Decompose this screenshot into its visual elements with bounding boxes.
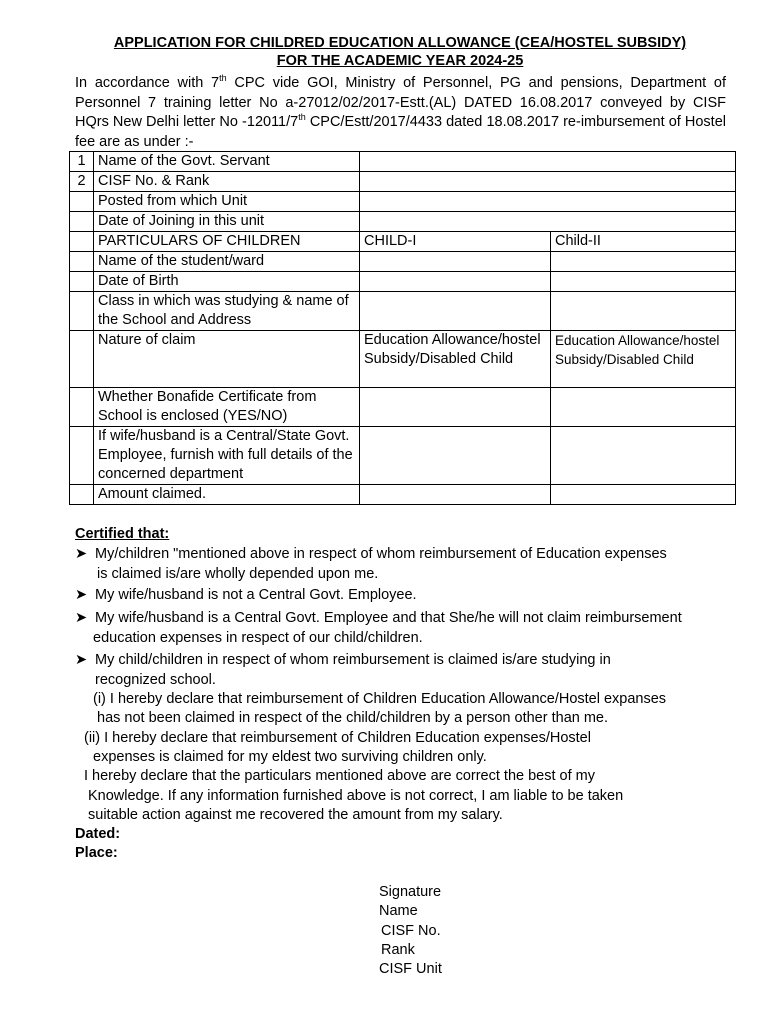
application-table: [69, 151, 736, 505]
arrow-icon: ➤: [75, 546, 88, 562]
row-label: Whether Bonafide Certificate from School is enclosed (YES/NO): [94, 388, 360, 427]
certification-text: is claimed is/are wholly depended upon me.: [97, 566, 379, 582]
certified-heading: Certified that:: [75, 526, 170, 542]
child-1-field[interactable]: [360, 272, 551, 292]
certification-item: [75, 546, 667, 562]
form-subtitle: FOR THE ACADEMIC YEAR 2024-25: [276, 53, 524, 69]
row-number: 2: [70, 172, 94, 192]
declaration-text: I hereby declare that the particulars mentioned above are correct the best of my: [84, 768, 595, 784]
row-number: [70, 427, 94, 485]
intro-text-2: CPC vide GOI, Ministry of Personnel, PG and pensions, Department of Personnel 7 training letter No a-27012/02/2017-Estt.(AL) DATED 16.08.2017 conveyed by CISF HQrs New Delhi letter No -12011/7: [75, 75, 726, 130]
arrow-icon: ➤: [75, 587, 88, 603]
child-2-header: Child-II: [551, 232, 736, 252]
arrow-icon: ➤: [75, 610, 88, 626]
declaration-text: (i) I hereby declare that reimbursement of Children Education Allowance/Hostel expanses: [93, 691, 667, 707]
value-field[interactable]: [360, 192, 736, 212]
intro-sup-2: th: [298, 112, 306, 123]
place-label: Place:: [75, 845, 118, 861]
certification-text: education expenses in respect of our child/children.: [93, 630, 423, 646]
table-row: [70, 272, 736, 292]
row-number: [70, 192, 94, 212]
row-label: Date of Birth: [94, 272, 360, 292]
form-title: APPLICATION FOR CHILDRED EDUCATION ALLOWANCE (CEA/HOSTEL SUBSIDY): [113, 35, 687, 51]
table-row: [70, 232, 736, 252]
value-field[interactable]: [360, 152, 736, 172]
row-number: [70, 485, 94, 505]
table-row: [70, 212, 736, 232]
child-2-field[interactable]: [551, 252, 736, 272]
table-row: [70, 427, 736, 485]
declaration-text: suitable action against me recovered the amount from my salary.: [88, 807, 503, 823]
declaration-text: has not been claimed in respect of the child/children by a person other than me.: [97, 710, 609, 726]
intro-text-3: CPC/Estt/2017/4433 dated 18.08.2017 re-imbursement of Hostel fee are as under :-: [75, 114, 726, 150]
certification-text: recognized school.: [95, 672, 216, 688]
child-1-field[interactable]: [360, 292, 551, 331]
value-field[interactable]: [360, 172, 736, 192]
row-label: Nature of claim: [94, 331, 360, 388]
row-label: Class in which was studying & name of the School and Address: [94, 292, 360, 331]
dated-label: Dated:: [75, 826, 121, 842]
cisf-unit-label: CISF Unit: [379, 961, 442, 977]
intro-paragraph: [75, 74, 726, 152]
table-row: [70, 485, 736, 505]
child-2-field[interactable]: [551, 388, 736, 427]
intro-sup-1: th: [219, 73, 227, 84]
certification-text: My child/children in respect of whom reimbursement is claimed is/are studying in: [95, 652, 611, 668]
child-1-claim: Education Allowance/hostel Subsidy/Disabled Child: [360, 331, 551, 388]
child-1-field[interactable]: [360, 388, 551, 427]
row-label: Name of the Govt. Servant: [94, 152, 360, 172]
certification-item: [75, 587, 417, 603]
row-label: If wife/husband is a Central/State Govt. Employee, furnish with full details of the concerned department: [94, 427, 360, 485]
table-row: [70, 388, 736, 427]
child-2-field[interactable]: [551, 272, 736, 292]
child-2-claim: Education Allowance/hostel Subsidy/Disabled Child: [551, 331, 736, 388]
declaration-text: expenses is claimed for my eldest two surviving children only.: [93, 749, 487, 765]
cisf-no-label: CISF No.: [381, 923, 441, 939]
signature-label: Signature: [379, 884, 442, 900]
declaration-text: Knowledge. If any information furnished above is not correct, I am liable to be taken: [88, 788, 624, 804]
row-number: [70, 252, 94, 272]
row-label: Amount claimed.: [94, 485, 360, 505]
child-1-field[interactable]: [360, 485, 551, 505]
child-1-header: CHILD-I: [360, 232, 551, 252]
table-row: [70, 192, 736, 212]
table-row: [70, 152, 736, 172]
row-label: CISF No. & Rank: [94, 172, 360, 192]
row-number: [70, 388, 94, 427]
table-row: [70, 252, 736, 272]
arrow-icon: ➤: [75, 652, 88, 668]
row-label: Date of Joining in this unit: [94, 212, 360, 232]
row-number: [70, 232, 94, 252]
table-row: [70, 172, 736, 192]
table-row: [70, 292, 736, 331]
certification-item: [75, 610, 682, 626]
certification-text: My wife/husband is a Central Govt. Employee and that She/he will not claim reimbursement: [95, 610, 682, 626]
certification-text: My/children "mentioned above in respect of whom reimbursement of Education expenses: [95, 546, 667, 562]
child-1-field[interactable]: [360, 252, 551, 272]
row-number: [70, 272, 94, 292]
child-2-field[interactable]: [551, 292, 736, 331]
certification-text: My wife/husband is not a Central Govt. Employee.: [95, 587, 417, 603]
table-row: [70, 331, 736, 388]
name-label: Name: [379, 903, 418, 919]
rank-label: Rank: [381, 942, 415, 958]
child-1-field[interactable]: [360, 427, 551, 485]
row-label: PARTICULARS OF CHILDREN: [94, 232, 360, 252]
certification-item: [75, 652, 611, 668]
row-label: Posted from which Unit: [94, 192, 360, 212]
child-2-field[interactable]: [551, 427, 736, 485]
row-number: [70, 292, 94, 331]
value-field[interactable]: [360, 212, 736, 232]
row-number: 1: [70, 152, 94, 172]
row-number: [70, 331, 94, 388]
row-number: [70, 212, 94, 232]
declaration-text: (ii) I hereby declare that reimbursement of Children Education expenses/Hostel: [84, 730, 591, 746]
child-2-field[interactable]: [551, 485, 736, 505]
row-label: Name of the student/ward: [94, 252, 360, 272]
intro-text-1: In accordance with 7: [75, 75, 220, 91]
